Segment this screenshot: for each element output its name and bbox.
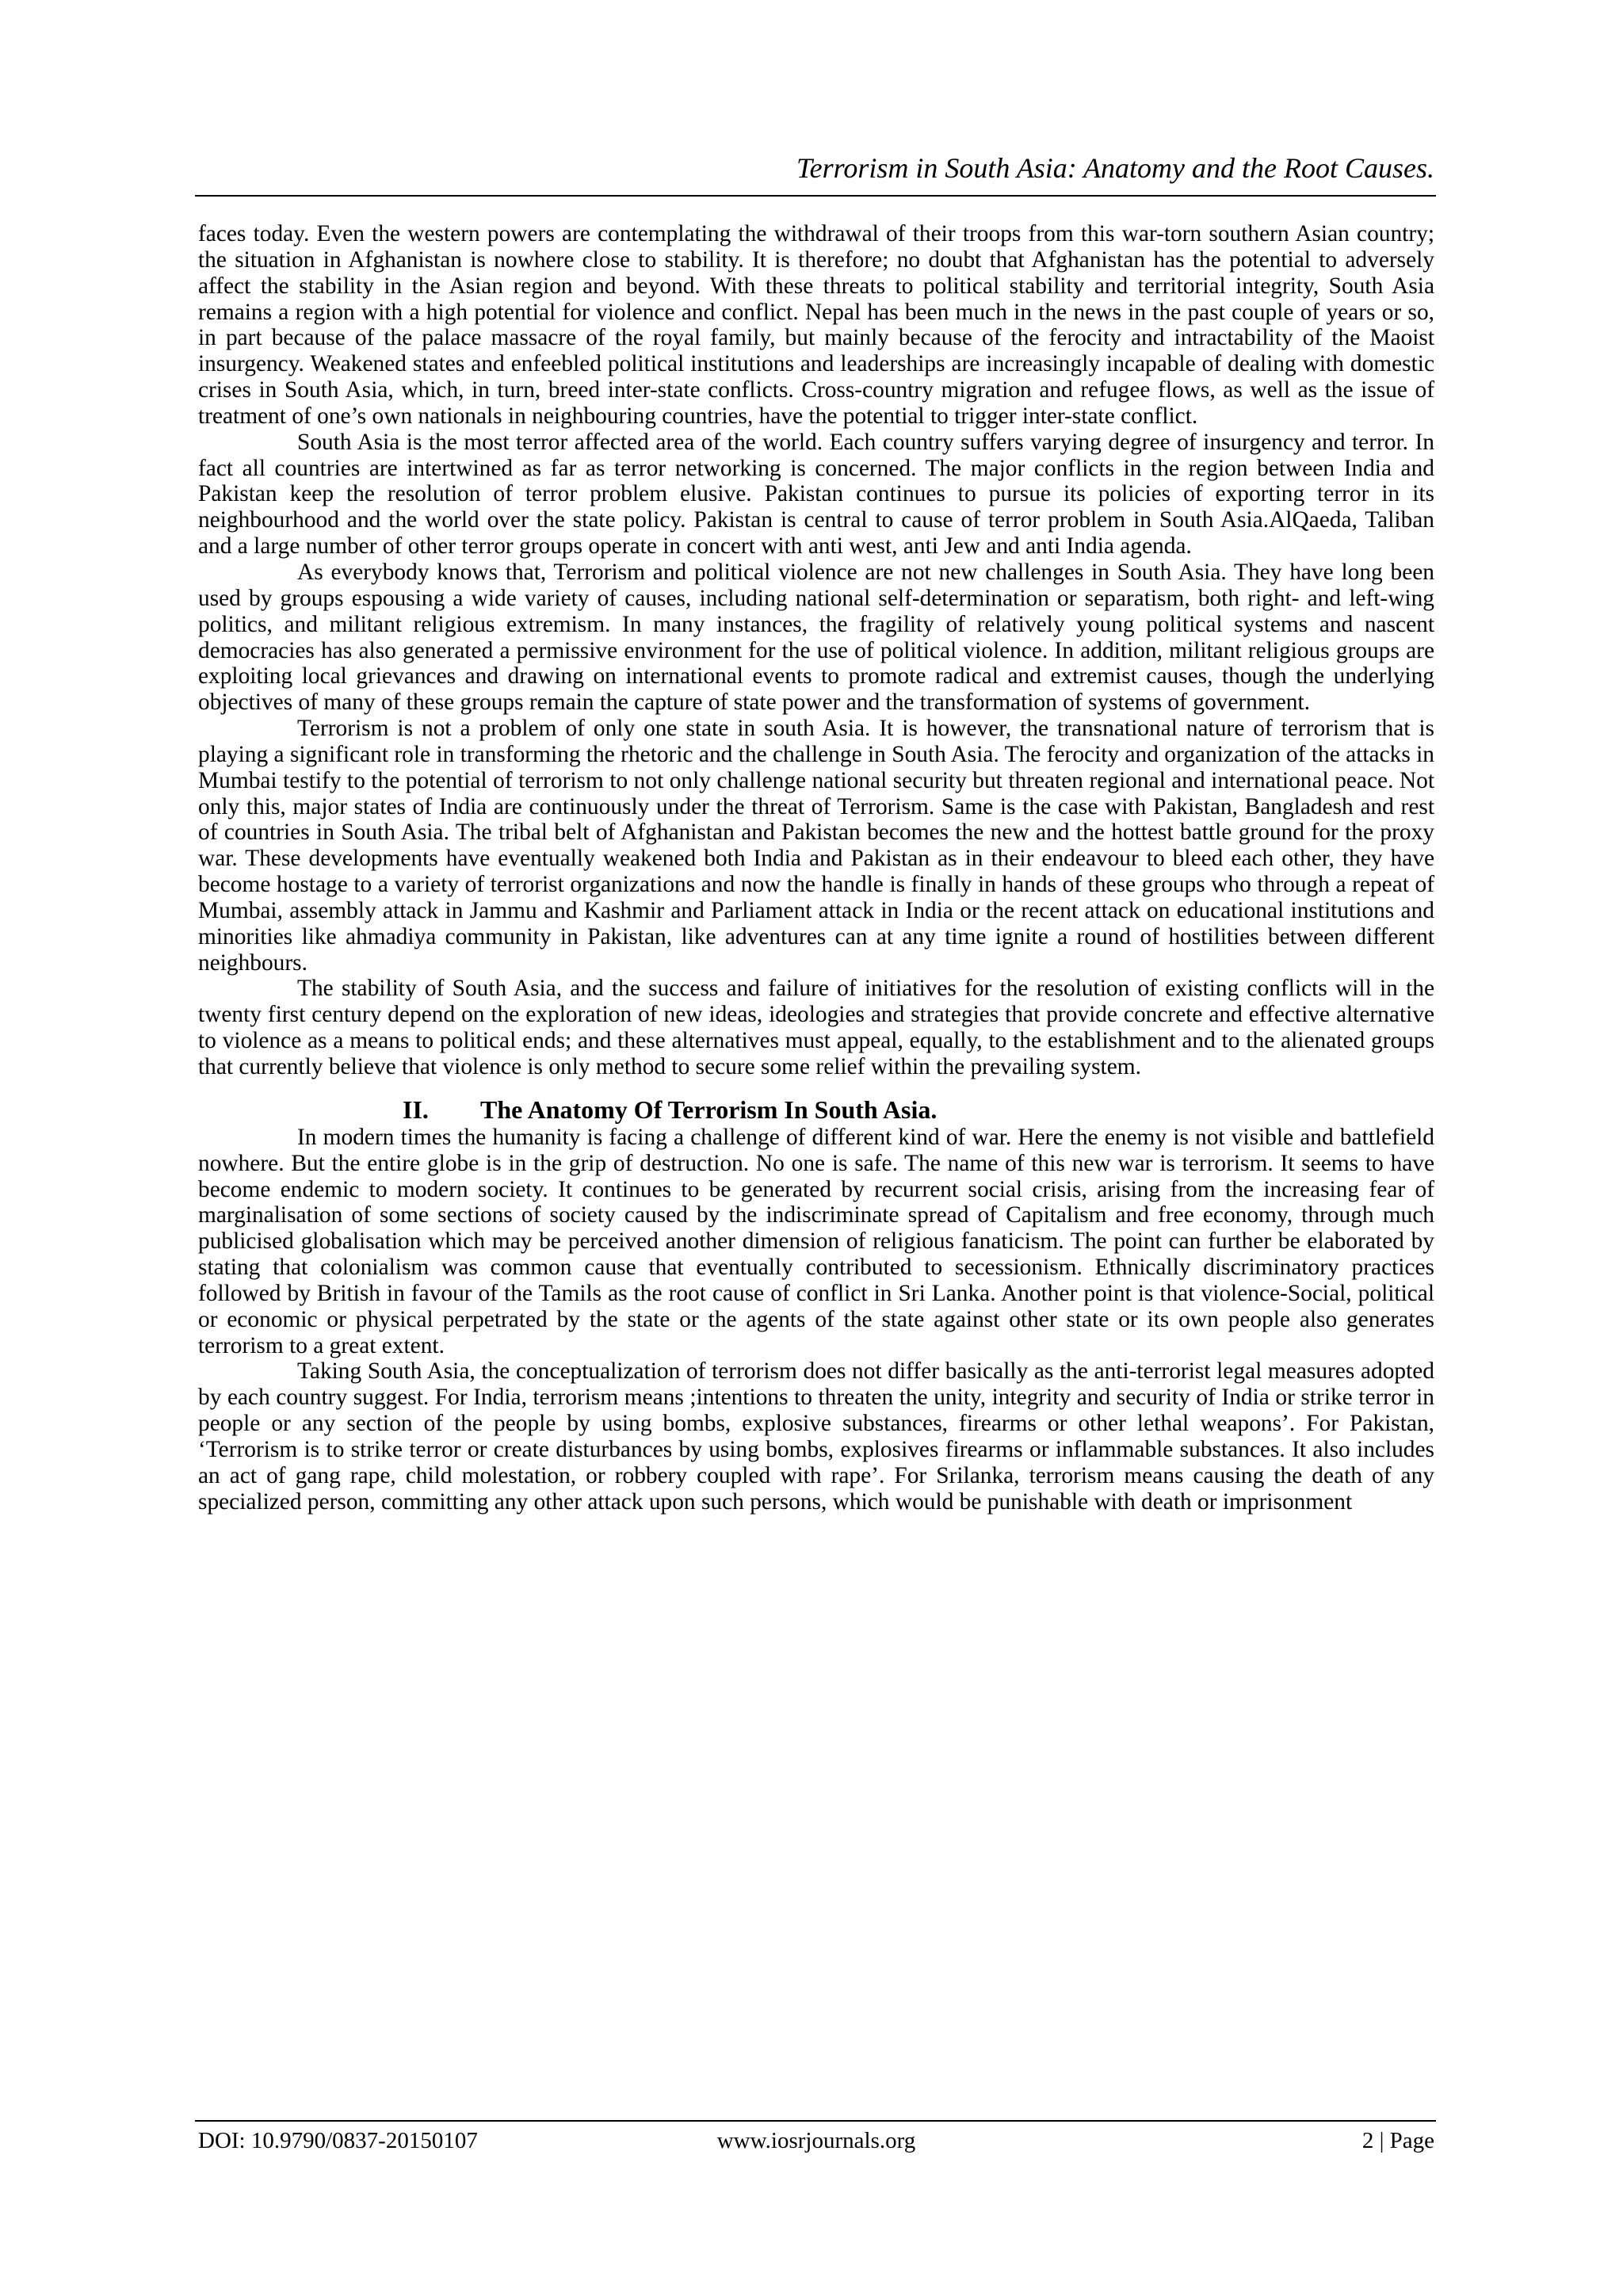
paragraph-continuation: faces today. Even the western powers are contemplating the withdrawal of their troops from this war-torn southern Asian country; the situation in Afghanistan is nowhere close to stability. It is therefore; no doubt that Afghanistan has the potential to adversely affect the stability in the Asian region and beyond. With these threats to political stability and territorial integrity, South Asia remains a region with a high potential for violence and conflict. Nepal has been much in the news in the past couple of years or so, in part because of the palace massacre of the royal family, but mainly because of the ferocity and intractability of the Maoist insurgency. Weakened states and enfeebled political institutions and leaderships are increasingly incapable of dealing with domestic crises in South Asia, which, in turn, breed inter-state conflicts. Cross-country migration and refugee flows, as well as the issue of treatment of one’s own nationals in neighbouring countries, have the potential to trigger inter-state conflict.: [198, 221, 1434, 429]
footer-website: www.iosrjournals.org: [716, 2128, 916, 2153]
footer-page-number: 2 | Page: [1361, 2128, 1434, 2153]
paragraph-modern-war: In modern times the humanity is facing a challenge of different kind of war. Here the enemy is not visible and battlefield nowhere. But the entire globe is in the grip of destruction. No one is safe. The name of this new war is terrorism. It seems to have become endemic to modern society. It continues to be generated by recurrent social crisis, arising from the increasing fear of marginalisation of some sections of society caused by the indiscriminate spread of Capitalism and free economy, through much publicised globalisation which may be perceived another dimension of religious fanaticism. The point can further be elaborated by stating that colonialism was common cause that eventually contributed to secessionism. Ethnically discriminatory practices followed by British in favour of the Tamils as the root cause of conflict in Sri Lanka. Another point is that violence-Social, political or economic or physical perpetrated by the state or the agents of the state against other state or its own people also generates terrorism to a great extent.: [198, 1124, 1434, 1358]
paragraph-south-asia-terror: South Asia is the most terror affected area of the world. Each country suffers varying degree of insurgency and terror. In fact all countries are intertwined as far as terror networking is concerned. The major conflicts in the region between India and Pakistan keep the resolution of terror problem elusive. Pakistan continues to pursue its policies of exporting terror in its neighbourhood and the world over the state policy. Pakistan is central to cause of terror problem in South Asia.AlQaeda, Taliban and a large number of other terror groups operate in concert with anti west, anti Jew and anti India agenda.: [198, 429, 1434, 560]
running-header-title: Terrorism in South Asia: Anatomy and the Root Causes.: [796, 152, 1434, 184]
footer-rule: [195, 2120, 1436, 2122]
footer-doi: DOI: 10.9790/0837-20150107: [198, 2128, 478, 2153]
paragraph-stability-south-asia: The stability of South Asia, and the success and failure of initiatives for the resolution of existing conflicts will in the twenty first century depend on the exploration of new ideas, ideologies and strategies that provide concrete and effective alternative to violence as a means to political ends; and these alternatives must appeal, equally, to the establishment and to the alienated groups that currently believe that violence is only method to secure some relief within the prevailing system.: [198, 976, 1434, 1079]
paragraph-transnational-terrorism: Terrorism is not a problem of only one state in south Asia. It is however, the transnational nature of terrorism that is playing a significant role in transforming the rhetoric and the challenge in South Asia. The ferocity and organization of the attacks in Mumbai testify to the potential of terrorism to not only challenge national security but threaten regional and international peace. Not only this, major states of India are continuously under the threat of Terrorism. Same is the case with Pakistan, Bangladesh and rest of countries in South Asia. The tribal belt of Afghanistan and Pakistan becomes the new and the hottest battle ground for the proxy war. These developments have eventually weakened both India and Pakistan as in their endeavour to bleed each other, they have become hostage to a variety of terrorist organizations and now the handle is finally in hands of these groups who through a repeat of Mumbai, assembly attack in Jammu and Kashmir and Parliament attack in India or the recent attack on educational institutions and minorities like ahmadiya community in Pakistan, like adventures can at any time ignite a round of hostilities between different neighbours.: [198, 716, 1434, 976]
paragraph-political-violence: As everybody knows that, Terrorism and political violence are not new challenges in South Asia. They have long been used by groups espousing a wide variety of causes, including national self-determination or separatism, both right- and left-wing politics, and militant religious extremism. In many instances, the fragility of relatively young political systems and nascent democracies has also generated a permissive environment for the use of political violence. In addition, militant religious groups are exploiting local grievances and drawing on international events to promote radical and extremist causes, though the underlying objectives of many of these groups remain the capture of state power and the transformation of systems of government.: [198, 559, 1434, 716]
header-rule: [195, 195, 1436, 197]
page-footer: [198, 2127, 1434, 2154]
article-body: [198, 221, 1434, 1515]
section-number: II.: [403, 1095, 429, 1124]
section-heading: [198, 1095, 1434, 1125]
section-title: The Anatomy Of Terrorism In South Asia.: [480, 1095, 938, 1124]
paragraph-legal-definitions: Taking South Asia, the conceptualization of terrorism does not differ basically as the anti-terrorist legal measures adopted by each country suggest. For India, terrorism means ;intentions to threaten the unity, integrity and security of India or strike terror in people or any section of the people by using bombs, explosive substances, firearms or other lethal weapons’. For Pakistan, ‘Terrorism is to strike terror or create disturbances by using bombs, explosives firearms or inflammable substances. It also includes an act of gang rape, child molestation, or robbery coupled with rape’. For Srilanka, terrorism means causing the death of any specialized person, committing any other attack upon such persons, which would be punishable with death or imprisonment: [198, 1358, 1434, 1515]
